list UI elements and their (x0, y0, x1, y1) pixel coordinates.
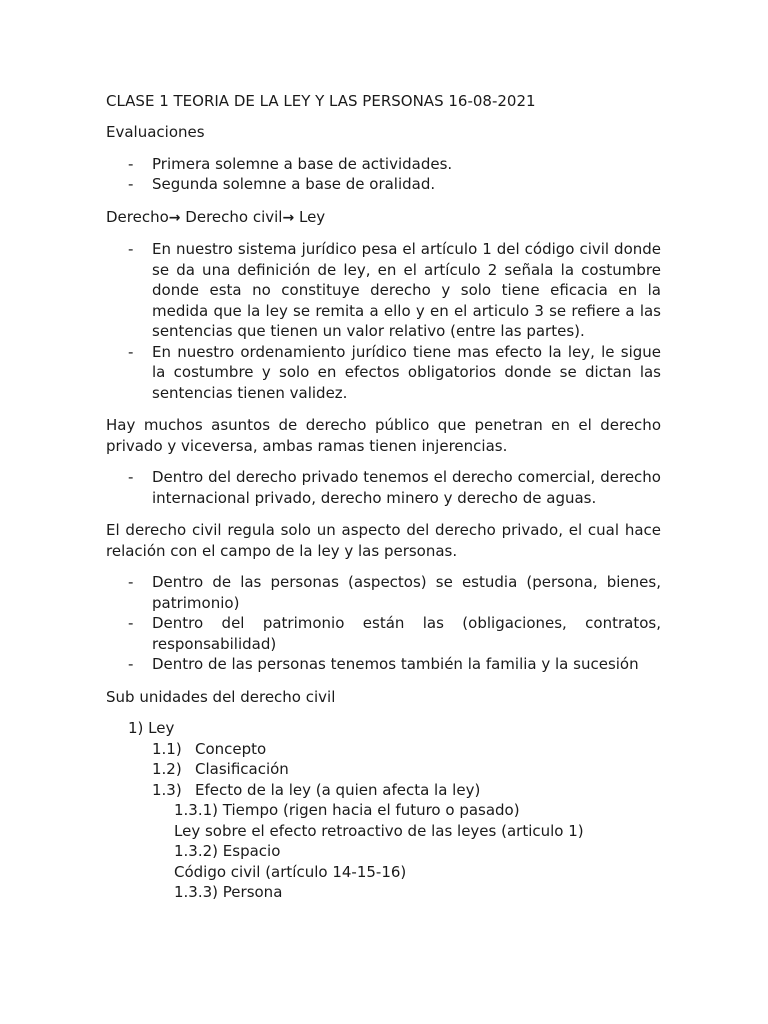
document-title: CLASE 1 TEORIA DE LA LEY Y LAS PERSONAS 16-08-2021 (106, 92, 536, 110)
hierarchy-line (106, 207, 661, 229)
outline-text: Concepto (195, 739, 267, 758)
outline-text: Efecto de la ley (a quien afecta la ley) (195, 780, 481, 799)
list-item: - Segunda solemne a base de oralidad. (106, 174, 661, 195)
outline-subitem: Código civil (artículo 14-15-16) (174, 862, 407, 881)
outline-subitem: Ley sobre el efecto retroactivo de las leyes (articulo 1) (174, 821, 584, 840)
publico-paragraph: Hay muchos asuntos de derecho público que penetran en el derecho privado y viceversa, ambas ramas tienen injerencias. (106, 416, 661, 455)
outline-level-1: 1) Ley (128, 719, 175, 737)
list-item: - Dentro de las personas tenemos también la familia y la sucesión (106, 654, 661, 675)
outline-subitem: 1.3.2) Espacio (174, 842, 281, 860)
arrow-right-icon: → (168, 209, 181, 226)
civil-paragraph: El derecho civil regula solo un aspecto del derecho privado, el cual hace relación con el campo de la ley y las personas. (106, 521, 661, 560)
hierarchy-ley: Ley (298, 207, 326, 226)
list-item: - Dentro de las personas (aspectos) se estudia (persona, bienes, patrimonio) (106, 572, 661, 613)
hierarchy-derecho: Derecho (106, 207, 169, 226)
list-item: - Dentro del patrimonio están las (obligaciones, contratos, responsabilidad) (106, 613, 661, 654)
outline-item (152, 739, 661, 760)
outline-number: 1.2) (152, 760, 182, 778)
hierarchy-list (106, 239, 661, 403)
evaluaciones-list (106, 154, 661, 195)
list-item: - Dentro del derecho privado tenemos el derecho comercial, derecho internacional privado, derecho minero y derecho de aguas. (106, 467, 661, 508)
outline-subitem: 1.3.1) Tiempo (rigen hacia el futuro o pasado) (174, 801, 520, 819)
outline-number: 1.3) (152, 780, 182, 799)
list-item: - En nuestro ordenamiento jurídico tiene mas efecto la ley, le sigue la costumbre y solo en efectos obligatorios donde se dictan las sentencias tienen validez. (106, 342, 661, 404)
arrow-right-icon: → (282, 209, 295, 226)
outline-number: 1.1) (152, 739, 182, 758)
outline-text: Clasificación (195, 760, 289, 778)
publico-list (106, 467, 661, 508)
outline-subitem: 1.3.3) Persona (174, 883, 283, 901)
subunidades-heading: Sub unidades del derecho civil (106, 687, 336, 706)
civil-list (106, 572, 661, 675)
outline-item (152, 780, 661, 801)
evaluaciones-heading: Evaluaciones (106, 123, 205, 141)
list-item: - Primera solemne a base de actividades. (106, 154, 661, 175)
hierarchy-derecho-civil: Derecho civil (185, 207, 283, 226)
outline-item (152, 759, 661, 780)
document-page (106, 90, 661, 903)
subunidades-outline (106, 718, 661, 903)
list-item: - En nuestro sistema jurídico pesa el artículo 1 del código civil donde se da una definición de ley, en el artículo 2 señala la costumbre donde esta no constituye derecho y solo tiene eficacia en la medida que la ley se remita a ello y en el articulo 3 se refiere a las sentencias que tienen un valor relativo (entre las partes). (106, 239, 661, 342)
